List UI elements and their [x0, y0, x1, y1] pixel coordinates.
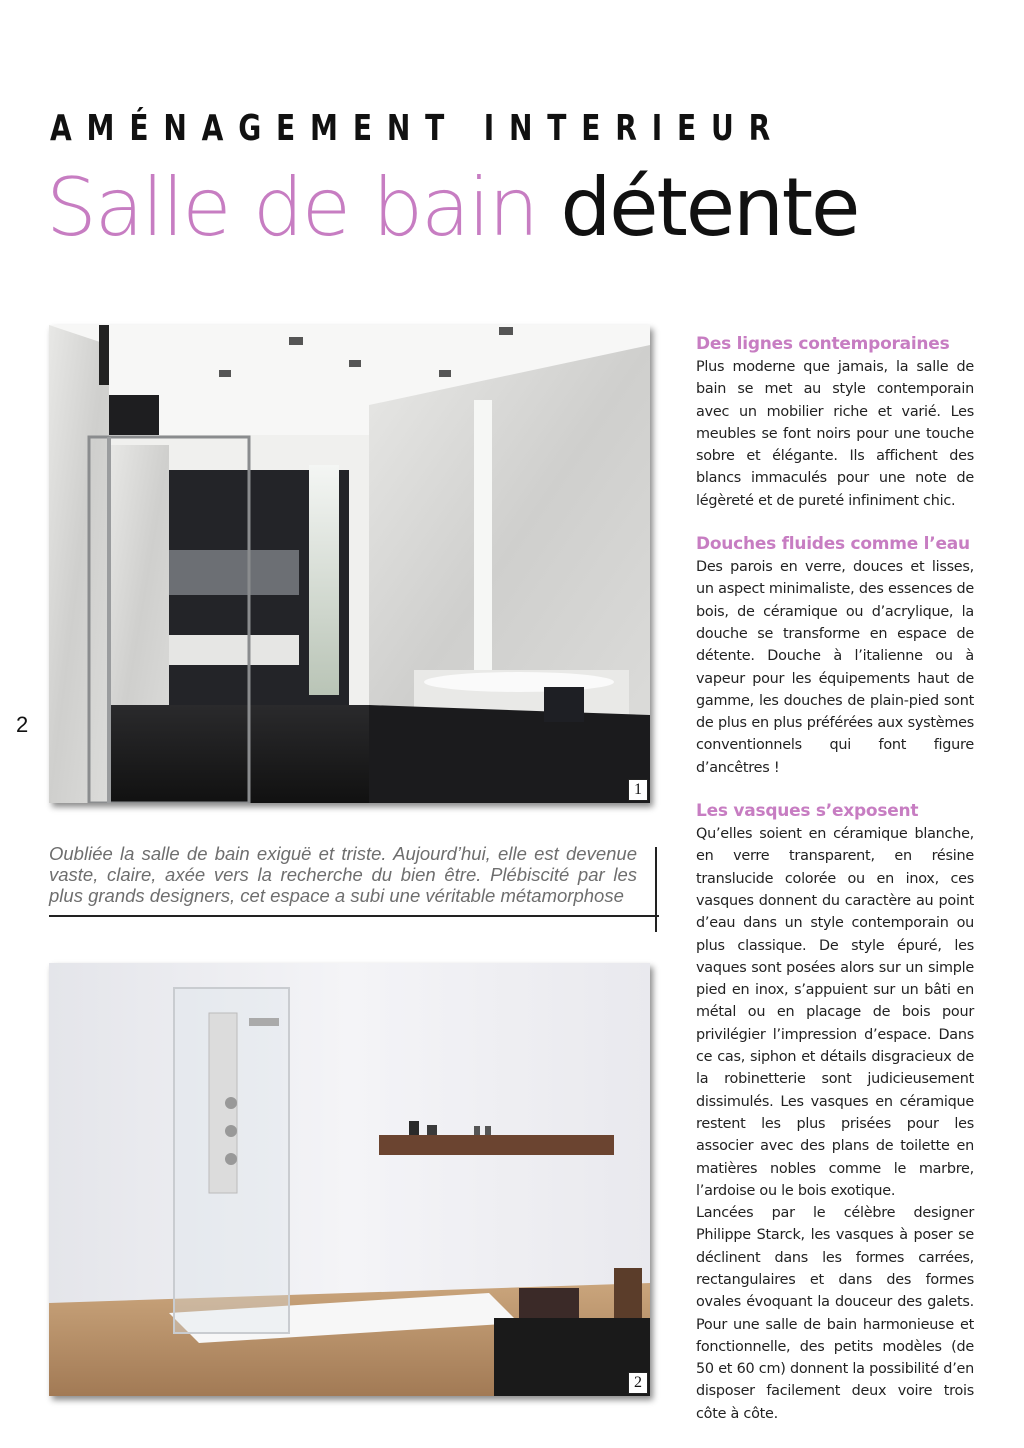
- photo-marble-bathroom: [49, 325, 650, 803]
- photo-number: 1: [628, 779, 648, 801]
- page-title: [46, 158, 858, 258]
- marble-bathroom-illustration: [49, 325, 650, 803]
- section-paragraph: Plus moderne que jamais, la salle de bain se met au style contemporain avec un mobilier riche et varié. Les meubles se font noirs pour une touche sobre et élégante. Ils affichent des blancs immaculés pour une note de légèreté et de pureté infiniment chic.: [696, 359, 974, 509]
- section-paragraph: Des parois en verre, douces et lisses, un aspect minimaliste, des essences de bois, de céramique ou d’acrylique, la douche se transforme en espace de détente. Douche à l’italienne ou à vapeur pour les équipements haut de gamme, les douches de plain-pied sont de plus en plus préférées aux systèmes conventionnels qui font figure d’ancêtres !: [696, 559, 974, 776]
- section-heading: Les vasques s’exposent: [696, 801, 919, 822]
- photo-walk-in-shower: [49, 963, 650, 1396]
- caption-rule-vertical: [655, 847, 657, 932]
- section-paragraph: Qu’elles soient en céramique blanche, en verre transparent, en résine translucide colorée ou en inox, ces vasques donnent du caractère au point d’eau dans un style contemporain ou plus classique. De style épuré, les vaques sont posées alors sur un simple pied en inox, s’appuient sur un bâti en métal ou en placage de bois pour privilégier l’impression d’espace. Dans ce cas, siphon et détails disgracieux de la robinetterie sont judicieusement dissimulés. Les vasques en céramique restent les plus prisées pour les associer avec des plans de toilette en matières nobles comme le marbre, l’ardoise ou le bois exotique.: [696, 826, 974, 1199]
- caption-rule-horizontal: [49, 915, 659, 917]
- article-column: [696, 332, 974, 1425]
- photo-number: 2: [628, 1372, 648, 1394]
- section-heading: Des lignes contemporaines: [696, 334, 950, 354]
- page-title-dark: détente: [560, 161, 859, 254]
- photo-caption: Oubliée la salle de bain exiguë et triste. Aujourd’hui, elle est devenue vaste, claire, axée vers la recherche du bien être. Plébiscité par les plus grands designers, cet espace a subi une véritable métamorphose: [49, 843, 637, 906]
- walk-in-shower-illustration: [49, 963, 650, 1396]
- section-kicker: AMÉNAGEMENT INTERIEUR: [50, 108, 786, 149]
- section-heading: Douches fluides comme l’eau: [696, 534, 970, 555]
- page-title-pink: Salle de bain: [46, 161, 538, 254]
- page-number: 2: [16, 712, 29, 737]
- section-paragraph: Lancées par le célèbre designer Philippe Starck, les vasques à poser se déclinent dans les formes carrées, rectangulaires et dans des formes ovales évoquant la douceur des galets. Pour une salle de bain harmonieuse et fonctionnelle, des petits modèles (de 50 et 60 cm) donnent la possibilité d’en disposer facilement deux voire trois côte à côte.: [696, 1205, 974, 1422]
